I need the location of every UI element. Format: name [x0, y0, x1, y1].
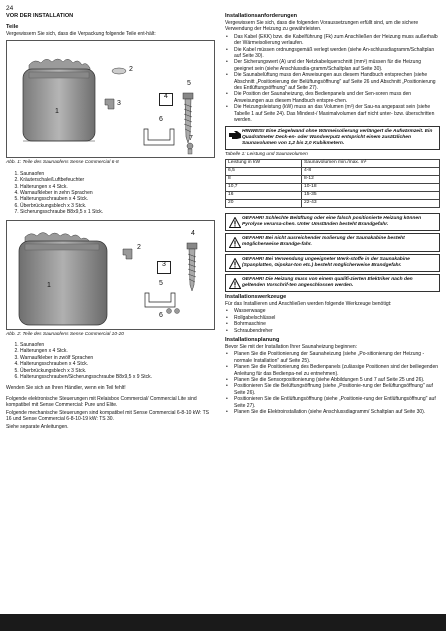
power-volume-table: [225, 159, 440, 208]
list-item: • Die Heizungsleistung (kW) muss an das Volumen (m³) der Sau-na angepasst sein (siehe Tabelle 1 auf Seite 24). Das Mindest-/ Maximalvolumen darf nicht unter- bzw. überschritten werden.: [234, 104, 440, 123]
fig1-label-6: 6: [159, 116, 163, 124]
list-item: • Die Position der Saunaheizung, des Bedienpanels und der Sen-soren muss den Anweisungen aus diesem Handbuch entspre-chen.: [234, 91, 440, 104]
warning-text: GEFAHR! Die Heizung muss von einem qualifi-zierten Elektriker nach den geltenden Vorschrif-ten angeschlossen werden.: [242, 276, 413, 288]
parts-intro: Vergewissern Sie sich, dass die Verpackung folgende Teile ent-hält:: [6, 31, 156, 37]
warning-triangle-icon: [228, 236, 242, 248]
separate-instructions-note: Siehe separate Anleitungen.: [6, 423, 69, 430]
warning-box: [225, 274, 440, 292]
list-item: 1. Saunaofen: [20, 171, 215, 177]
list-item: 5. Überbrückungsblech x 3 Stck.: [20, 368, 215, 374]
table-row: [226, 176, 440, 184]
list-item: 4. Warnaufkleber in zehn Sprachen: [20, 190, 215, 196]
list-item: 2. Halterungen x 4 Stck.: [20, 348, 215, 354]
sauna-heater-6-8-illustration: [7, 41, 214, 157]
parts-heading: Teile: [6, 24, 19, 30]
warning-box: [225, 213, 440, 231]
list-item: • Wasserwaage: [234, 308, 440, 314]
list-item: 3. Warnaufkleber in zwölf Sprachen: [20, 355, 215, 361]
fig1-label-3: 3: [117, 100, 121, 108]
requirements-heading: Installationsanforderungen: [225, 13, 298, 19]
table-cell: 15-35: [302, 192, 440, 200]
fig2-label-1: 1: [47, 281, 51, 289]
warning-box: [225, 254, 440, 272]
table-cell: 16: [226, 192, 302, 200]
fig1-label-7: 7: [189, 135, 193, 143]
tools-intro: Für das Installieren und Anschließen werden folgende Werkzeuge benötigt:: [225, 300, 392, 307]
hint-text: HINWEIS! Eine Ziegelwand ohne Wärmeisolierung verlängert die Aufwärmzeit. Ein Quadratmeter Deck-en- oder Wandverputz entspricht einem zusätzlichen Saunavolumen von 1,2 bis 2,0 Kubikmetern.: [242, 128, 433, 146]
section-title: VOR DER INSTALLATION: [6, 13, 74, 19]
right-column: [225, 13, 440, 415]
figure-2: [6, 220, 215, 330]
list-item: • Planen Sie die Elektroinstallation (siehe Anschlussdiagramm/ Schaltplan auf Seite 30).: [234, 409, 440, 415]
list-item: • Das Kabel (EKK) bzw. die Kabelführung (Fk) zum Anschließen der Heizung muss außerhalb der Wärmeisolierung verlaufen.: [234, 34, 440, 47]
dealer-note: Wenden Sie sich an Ihren Händler, wenn ein Teil fehlt!: [6, 384, 126, 391]
warning-text: GEFAHR! Schlechte Belüftung oder eine falsch positionierte Heizung können Pyrolyse verursa-chen. Unter Umständen besteht Brandgefahr.: [242, 216, 422, 228]
table-1-caption: Tabelle 1: Leistung und Saunavolumen: [225, 151, 308, 157]
figure-1-parts-list: [6, 171, 215, 216]
list-item: 2. Kräuterschale/Luftbefeuchter: [20, 177, 215, 183]
table-cell: 22-43: [302, 200, 440, 208]
list-item: • Positionieren Sie die Entlüftungsöffnung (siehe „Positionie-rung der Entlüftungsöffnung" auf Seite 27).: [234, 396, 440, 409]
list-item: 4. Halterungsschrauben x 4 Stck.: [20, 361, 215, 367]
sauna-heater-10-20-illustration: [7, 221, 214, 329]
fig1-label-4: 4: [159, 93, 173, 106]
warning-box: [225, 233, 440, 251]
list-item: 6. Halterungsschrauben/Sicherungsschraube B8x9,5 x 9 Stck.: [20, 374, 215, 380]
list-item: • Der Sicherungswert (A) und der Netzkabelquerschnitt (mm²) müssen für die Heizung geeignet sein (siehe Anschlussdia-gramm/Schaltplan auf Seite 30).: [234, 59, 440, 72]
page-footer-bar: [0, 614, 446, 631]
page-number: 24: [6, 5, 14, 12]
list-item: • Rollgabelschlüssel: [234, 315, 440, 321]
fig1-label-5: 5: [187, 80, 191, 88]
table-row: [226, 184, 440, 192]
requirements-list: [225, 34, 440, 124]
list-item: • Positionieren Sie die Belüftungsöffnung (siehe „Positionie-rung der Belüftungsöffnung" auf Seite 26).: [234, 383, 440, 396]
list-item: • Schraubendreher: [234, 328, 440, 334]
fig2-label-3: 3: [157, 261, 171, 274]
table-cell: 20: [226, 200, 302, 208]
planning-intro: Bevor Sie mit der Installation Ihrer Saunaheizung beginnen:: [225, 343, 358, 350]
figure-2-caption: Abb. 2: Teile des Saunaofens Sense Commercial 10-20: [6, 331, 124, 337]
list-item: • Bohrmaschine: [234, 321, 440, 327]
table-cell: 6,5: [226, 168, 302, 176]
list-item: • Planen Sie die Sensorpositionierung (siehe Abbildungen 5 und 7 auf Seite 25 und 26).: [234, 377, 440, 383]
list-item: 5. Halterungsschrauben x 4 Stck.: [20, 196, 215, 202]
compatible-controls-electronic: Folgende elektronische Steuerungen mit Relaisbox Commercial/ Commercial Lite sind kompatibel mit Sense Commercial: Pure und Elite.: [6, 395, 197, 409]
tools-heading: Installationswerkzeuge: [225, 293, 287, 300]
compatible-controls-mechanical: Folgende mechanische Steuerungen sind kompatibel mit Sense Commercial 6-8-10 kW: TS 16 und Sense Commercial 6-8-10-19 kW: TS 30.: [6, 409, 209, 423]
warning-text: GEFAHR! Bei Verwendung ungeeigneter Werk-stoffe in der Saunakabine (Spanplatten, Gipskar-ton etc.) besteht möglicherweise Brandgefahr.: [242, 256, 410, 268]
table-header-row: [226, 160, 440, 168]
list-item: 7. Sicherungsschraube B8x9,5 x 1 Stck.: [20, 209, 215, 215]
table-header-cell: Saunavolumen min./max. m³: [302, 160, 440, 168]
warning-triangle-icon: [228, 277, 242, 289]
fig2-label-6: 6: [159, 311, 163, 319]
tools-list: [225, 308, 440, 334]
table-cell: 8-12: [302, 176, 440, 184]
warning-triangle-icon: [228, 257, 242, 269]
fig2-label-4: 4: [191, 229, 195, 237]
table-cell: 8: [226, 176, 302, 184]
list-item: • Planen Sie die Positionierung der Saunaheizung (siehe „Po-sitionierung der Heizung - normale Installation" auf Seite 25).: [234, 351, 440, 364]
table-cell: 10-18: [302, 184, 440, 192]
fig1-label-1: 1: [55, 108, 59, 116]
figure-2-parts-list: [6, 342, 215, 380]
table-header-cell: Leistung in kW: [226, 160, 302, 168]
warning-text: GEFAHR! Bei nicht ausreichender Isolierung der Saunakabine besteht möglicherweise Brandge-fahr.: [242, 236, 405, 248]
list-item: 3. Halterungen x 4 Stck.: [20, 184, 215, 190]
figure-1: [6, 40, 215, 158]
left-column: [6, 13, 215, 431]
hand-pointing-icon: [228, 129, 242, 140]
fig2-label-2: 2: [137, 243, 141, 251]
table-cell: 10,7: [226, 184, 302, 192]
requirements-intro: Vergewissern Sie sich, dass die folgenden Voraussetzungen erfüllt sind, um die sichere Verwendung der Heizung zu gewährleisten.: [225, 20, 419, 33]
hint-box: [225, 126, 440, 150]
list-item: 6. Überbrückungsblech x 3 Stck.: [20, 203, 215, 209]
fig2-label-5: 5: [159, 279, 163, 287]
table-row: [226, 200, 440, 208]
list-item: • Die Kabel müssen ordnungsgemäß verlegt werden (siehe An-schlussdiagramm/Schaltplan auf Seite 30).: [234, 47, 440, 60]
fig1-label-2: 2: [129, 66, 133, 74]
table-row: [226, 192, 440, 200]
planning-heading: Installationsplanung: [225, 336, 280, 343]
table-row: [226, 168, 440, 176]
figure-1-caption: Abb. 1: Teile des Saunaofens Sense Commercial 6-8: [6, 160, 119, 166]
table-cell: 4-8: [302, 168, 440, 176]
planning-list: [225, 351, 440, 415]
list-item: • Die Saunabelüftung muss den Anweisungen aus diesem Handbuch entsprechen (siehe Abschnitt „Positionierung der Belüftungsöffnung" auf Seite 26 und Abschnitt „Positionierung des Entlüftungsöffnung" auf Seite 27).: [234, 72, 440, 91]
list-item: 1. Saunaofen: [20, 342, 215, 348]
warning-triangle-icon: [228, 216, 242, 228]
list-item: • Planen Sie die Positionierung des Bedienpanels (zulässige Positionen sind der beiliegenden Anleitung für das Bedienpa-nel zu entnehmen).: [234, 364, 440, 377]
